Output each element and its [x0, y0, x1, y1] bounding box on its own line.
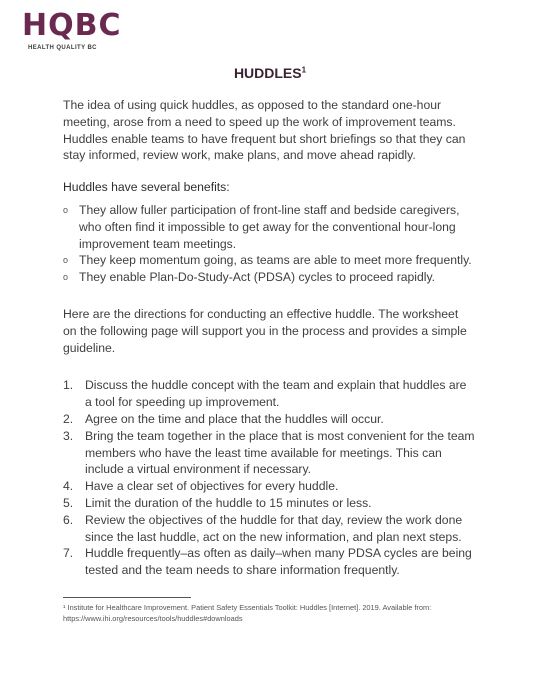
list-item: [63, 411, 475, 428]
steps-list: [63, 377, 475, 579]
page-title: [0, 65, 540, 81]
step-number: 3.: [63, 428, 74, 443]
logo-mark: [22, 10, 122, 42]
directions-paragraph: Here are the directions for conducting an effective huddle. The worksheet on the following page will support you in the process and provides a simple guideline.: [63, 306, 467, 355]
main-content: [63, 97, 475, 579]
list-item: [63, 512, 475, 546]
step-number: 4.: [63, 479, 74, 494]
footnote: ¹ Institute for Healthcare Improvement. Patient Safety Essentials Toolkit: Huddles [Internet]. 2019. Available from: https://www.ihi.org/resources/tools/huddles#downloads: [63, 603, 432, 623]
bullet-icon: o: [63, 255, 69, 266]
step-number: 2.: [63, 411, 74, 426]
logo-text: HQBC: [22, 8, 122, 43]
logo-subtitle: HEALTH QUALITY BC: [28, 45, 97, 51]
list-item: [63, 495, 475, 512]
list-item: [63, 377, 475, 411]
intro-paragraph: The idea of using quick huddles, as opposed to the standard one-hour meeting, arose from a need to speed up the work of improvement teams. Huddles enable teams to have frequent but short briefings so that they can stay informed, review work, make plans, and move ahead rapidly.: [63, 98, 466, 163]
benefits-heading: Huddles have several benefits:: [63, 180, 230, 195]
list-item: [63, 252, 475, 269]
benefits-list: [63, 202, 475, 286]
list-item: [63, 545, 475, 579]
bullet-icon: o: [63, 204, 69, 215]
title-footnote-ref: 1: [301, 65, 307, 75]
footnote-divider: [63, 597, 191, 598]
step-text: Bring the team together in the place that is most convenient for the team members who have the least time available for meetings. This can include a virtual environment if necessary.: [85, 428, 475, 477]
benefit-text: They allow fuller participation of front-line staff and bedside caregivers, who often find it impossible to get away for the conventional hour-long improvement team meetings.: [79, 202, 460, 251]
step-text: Huddle frequently–as often as daily–when many PDSA cycles are being tested and the team needs to share information frequently.: [85, 546, 472, 578]
bullet-icon: o: [63, 272, 69, 283]
list-item: [63, 428, 475, 478]
step-number: 6.: [63, 512, 74, 527]
step-text: Discuss the huddle concept with the team and explain that huddles are a tool for speeding up improvement.: [85, 378, 467, 410]
list-item: [63, 478, 475, 495]
page-title-text: HUDDLES: [233, 65, 302, 81]
step-text: Review the objectives of the huddle for that day, review the work done since the last huddle, act on the new information, and plan next steps.: [85, 512, 463, 544]
benefit-text: They keep momentum going, as teams are able to meet more frequently.: [79, 253, 472, 268]
step-text: Limit the duration of the huddle to 15 minutes or less.: [85, 495, 372, 510]
step-text: Have a clear set of objectives for every huddle.: [85, 479, 339, 494]
list-item: [63, 202, 475, 252]
benefit-text: They enable Plan-Do-Study-Act (PDSA) cycles to proceed rapidly.: [79, 270, 436, 285]
step-number: 7.: [63, 546, 74, 561]
step-number: 1.: [63, 378, 74, 393]
list-item: [63, 269, 475, 286]
step-text: Agree on the time and place that the huddles will occur.: [85, 411, 384, 426]
step-number: 5.: [63, 495, 74, 510]
logo: [22, 10, 122, 51]
